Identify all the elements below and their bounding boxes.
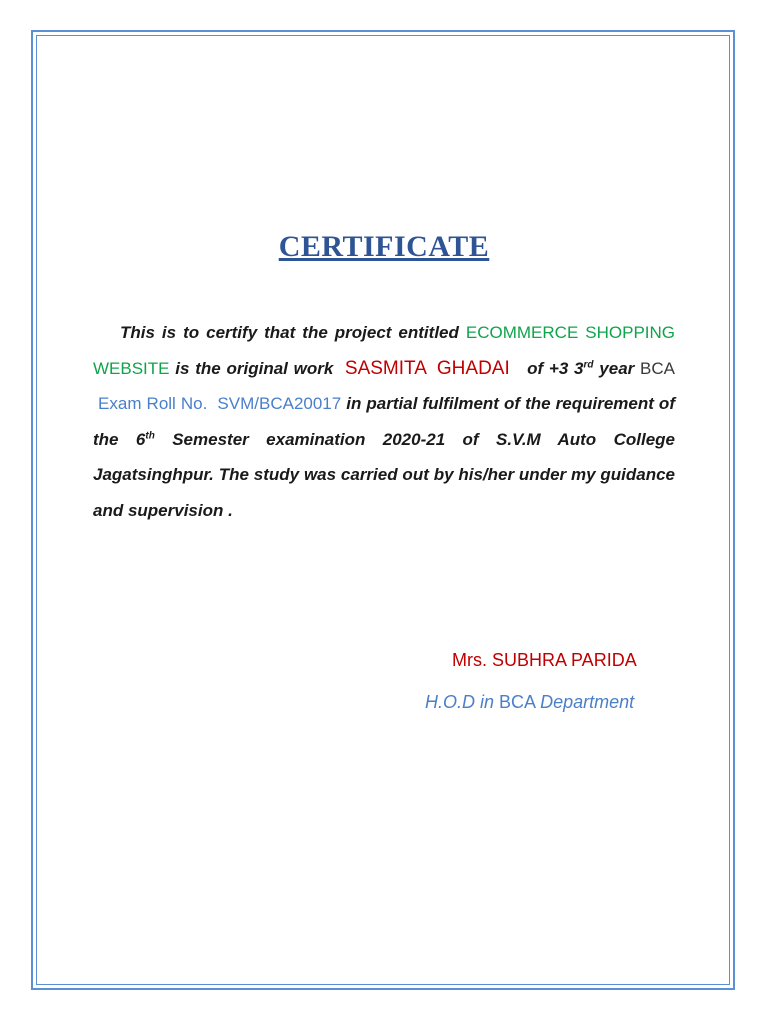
certificate-paragraph [93, 315, 675, 528]
project-title-part1: ECOMMERCE SHOPPING [465, 323, 676, 342]
student-first-name: SASMITA [344, 357, 427, 379]
partial-text: in partial fulfilment of the requirement of the 6 [93, 394, 675, 449]
signatory-name: Mrs. SUBHRA PARIDA [452, 650, 637, 670]
roll-number: SVM/BCA20017 [217, 394, 342, 413]
intro-text: This is to certify that the project entitled [120, 323, 459, 342]
role-prefix: H.O.D in [425, 692, 495, 712]
role-suffix: Department [540, 692, 635, 712]
certificate-body [93, 315, 675, 528]
certificate-title: CERTIFICATE [278, 230, 490, 263]
semester-text: Semester examination 2020-21 of S.V.M Auto College Jagatsinghpur. The study was carried out by his/her under my guidance and supervision . [93, 429, 675, 520]
course-name: BCA [640, 358, 676, 378]
signatory-role [425, 692, 634, 713]
student-name [345, 358, 510, 379]
semester-superscript: th [145, 429, 155, 441]
year-text [527, 359, 634, 378]
roll-label: Exam Roll No. [98, 394, 208, 413]
role-department: BCA [499, 692, 536, 712]
student-last-name: GHADAI [436, 357, 510, 379]
year-suffix: year [599, 358, 635, 378]
project-title-part2: WEBSITE [93, 358, 170, 378]
original-work-text: is the original work [175, 358, 334, 378]
year-prefix: of +3 3 [527, 358, 584, 378]
year-superscript: rd [583, 358, 594, 370]
